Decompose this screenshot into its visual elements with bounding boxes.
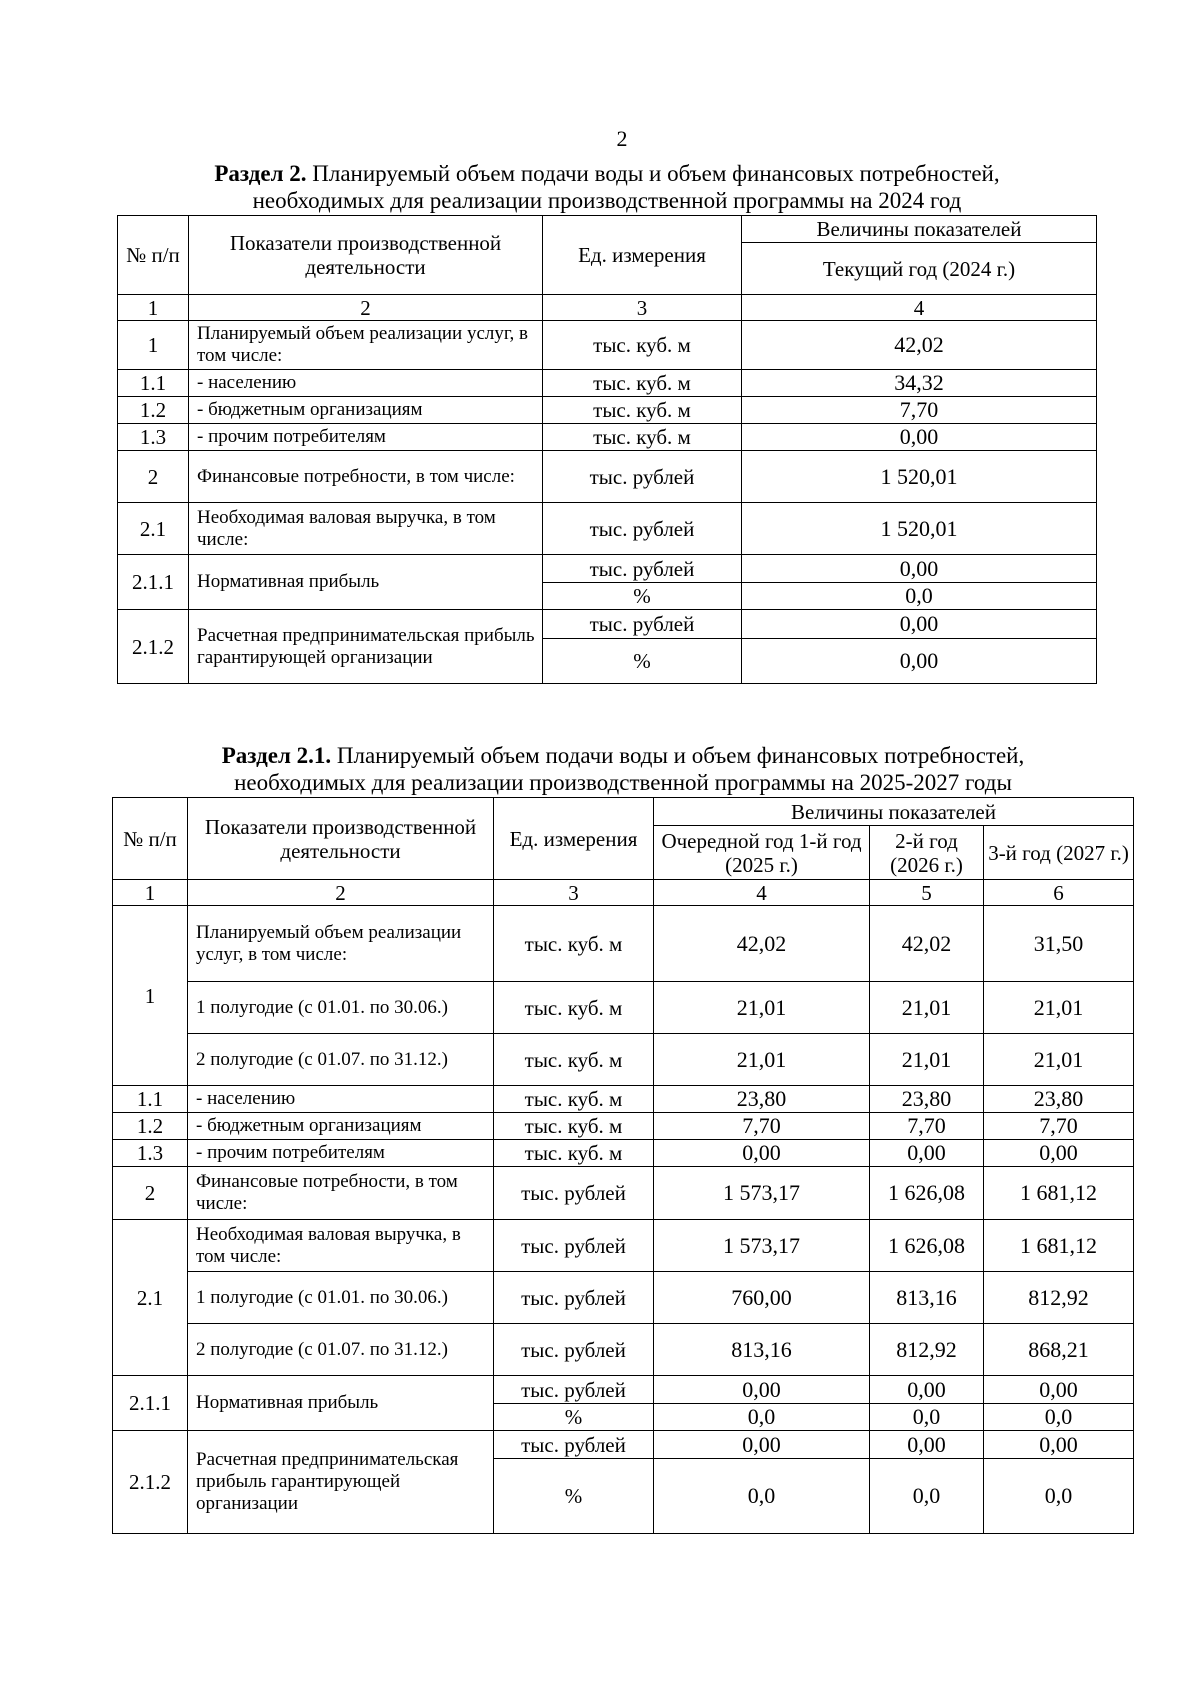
row-value-2027: 23,80 xyxy=(984,1086,1134,1113)
row-name: Необходимая валовая выручка, в том числе: xyxy=(188,1220,494,1272)
row-name: Финансовые потребности, в том числе: xyxy=(188,1167,494,1220)
row-value-2026: 0,0 xyxy=(870,1459,984,1534)
row-num: 2.1.2 xyxy=(118,610,189,684)
row-unit: тыс. куб. м xyxy=(494,906,654,982)
col-number: 3 xyxy=(494,880,654,906)
row-value: 34,32 xyxy=(742,370,1097,397)
row-name: - прочим потребителям xyxy=(188,1140,494,1167)
table-row xyxy=(118,424,1097,451)
row-unit: тыс. куб. м xyxy=(543,321,742,370)
row-unit: тыс. куб. м xyxy=(494,982,654,1034)
col-number: 4 xyxy=(654,880,870,906)
row-value-2027: 0,00 xyxy=(984,1376,1134,1404)
row-value: 0,00 xyxy=(742,555,1097,583)
table-row xyxy=(118,321,1097,370)
row-name: Нормативная прибыль xyxy=(188,1376,494,1431)
section-2-1-title xyxy=(113,742,1133,796)
row-unit: тыс. рублей xyxy=(543,503,742,555)
row-value-2026: 0,0 xyxy=(870,1404,984,1431)
table-row xyxy=(113,1220,1134,1272)
row-name: Финансовые потребности, в том числе: xyxy=(189,451,543,503)
row-unit: тыс. рублей xyxy=(543,451,742,503)
row-name: 1 полугодие (с 01.01. по 30.06.) xyxy=(188,1272,494,1324)
header-unit: Ед. измерения xyxy=(543,216,742,295)
row-name: Нормативная прибыль xyxy=(189,555,543,610)
row-value-2027: 7,70 xyxy=(984,1113,1134,1140)
table-row xyxy=(113,906,1134,982)
col-number: 2 xyxy=(189,295,543,321)
header-year-3: 3-й год (2027 г.) xyxy=(984,826,1134,880)
row-unit: тыс. куб. м xyxy=(543,424,742,451)
col-number: 4 xyxy=(742,295,1097,321)
row-unit: % xyxy=(494,1404,654,1431)
table-row xyxy=(118,451,1097,503)
table-row xyxy=(113,1431,1134,1459)
section-2-1-title-bold: Раздел 2.1. xyxy=(221,743,332,768)
row-value-2026: 7,70 xyxy=(870,1113,984,1140)
row-value-2026: 21,01 xyxy=(870,1034,984,1086)
row-value-2025: 760,00 xyxy=(654,1272,870,1324)
row-value-2026: 0,00 xyxy=(870,1140,984,1167)
header-num: № п/п xyxy=(118,216,189,295)
row-num: 2.1.1 xyxy=(113,1376,188,1431)
table-row xyxy=(113,1140,1134,1167)
section-2-1-title-line1: Планируемый объем подачи воды и объем финансовых потребностей, xyxy=(331,743,1025,768)
row-unit: тыс. рублей xyxy=(494,1272,654,1324)
row-value-2025: 0,00 xyxy=(654,1140,870,1167)
row-name: - прочим потребителям xyxy=(189,424,543,451)
row-num: 1 xyxy=(113,906,188,1086)
row-value-2026: 23,80 xyxy=(870,1086,984,1113)
row-value-2027: 0,0 xyxy=(984,1459,1134,1534)
row-num: 1.3 xyxy=(113,1140,188,1167)
row-num: 1.2 xyxy=(118,397,189,424)
row-value-2025: 813,16 xyxy=(654,1324,870,1376)
row-unit: % xyxy=(494,1459,654,1534)
row-unit: тыс. куб. м xyxy=(494,1140,654,1167)
header-indicator: Показатели производственной деятельности xyxy=(189,216,543,295)
table-row xyxy=(118,503,1097,555)
table-row xyxy=(113,1376,1134,1404)
col-number: 1 xyxy=(113,880,188,906)
row-num: 1.3 xyxy=(118,424,189,451)
row-name: Необходимая валовая выручка, в том числе: xyxy=(189,503,543,555)
row-num: 2.1.1 xyxy=(118,555,189,610)
row-value-2025: 0,0 xyxy=(654,1459,870,1534)
header-indicator: Показатели производственной деятельности xyxy=(188,798,494,880)
row-name: - бюджетным организациям xyxy=(189,397,543,424)
row-unit: тыс. куб. м xyxy=(494,1034,654,1086)
row-unit: тыс. куб. м xyxy=(543,370,742,397)
row-unit: тыс. рублей xyxy=(543,555,742,583)
col-number: 6 xyxy=(984,880,1134,906)
section-2-title-bold: Раздел 2. xyxy=(214,161,307,186)
row-value-2027: 0,0 xyxy=(984,1404,1134,1431)
table-row xyxy=(113,1086,1134,1113)
section-2-title-line1: Планируемый объем подачи воды и объем финансовых потребностей, xyxy=(306,161,1000,186)
row-value-2025: 42,02 xyxy=(654,906,870,982)
row-value-2026: 813,16 xyxy=(870,1272,984,1324)
row-unit: тыс. куб. м xyxy=(494,1113,654,1140)
row-value-2025: 0,0 xyxy=(654,1404,870,1431)
row-unit: тыс. рублей xyxy=(494,1167,654,1220)
row-name: - населению xyxy=(189,370,543,397)
section-2-1-table xyxy=(112,797,1134,1534)
row-value-2026: 1 626,08 xyxy=(870,1167,984,1220)
row-name: 2 полугодие (с 01.07. по 31.12.) xyxy=(188,1034,494,1086)
row-value-2026: 42,02 xyxy=(870,906,984,982)
row-value-2027: 21,01 xyxy=(984,1034,1134,1086)
row-name: 2 полугодие (с 01.07. по 31.12.) xyxy=(188,1324,494,1376)
row-value-2026: 0,00 xyxy=(870,1376,984,1404)
row-value-2027: 21,01 xyxy=(984,982,1134,1034)
row-value: 0,00 xyxy=(742,424,1097,451)
row-name: Расчетная предпринимательская прибыль гарантирующей организации xyxy=(189,610,543,684)
row-value-2025: 7,70 xyxy=(654,1113,870,1140)
row-value-2027: 0,00 xyxy=(984,1140,1134,1167)
row-value: 1 520,01 xyxy=(742,503,1097,555)
row-value-2027: 0,00 xyxy=(984,1431,1134,1459)
table-row xyxy=(118,610,1097,639)
row-unit: % xyxy=(543,639,742,684)
row-unit: тыс. куб. м xyxy=(494,1086,654,1113)
table-row xyxy=(113,982,1134,1034)
row-num: 1 xyxy=(118,321,189,370)
table-row xyxy=(113,1324,1134,1376)
row-num: 2 xyxy=(113,1167,188,1220)
row-unit: тыс. рублей xyxy=(494,1431,654,1459)
row-name: Планируемый объем реализации услуг, в том числе: xyxy=(188,906,494,982)
row-num: 2 xyxy=(118,451,189,503)
row-unit: тыс. рублей xyxy=(494,1220,654,1272)
page-number: 2 xyxy=(616,126,628,151)
header-values-group: Величины показателей xyxy=(742,216,1097,243)
row-name: - бюджетным организациям xyxy=(188,1113,494,1140)
row-value: 1 520,01 xyxy=(742,451,1097,503)
header-unit: Ед. измерения xyxy=(494,798,654,880)
row-value-2027: 812,92 xyxy=(984,1272,1134,1324)
header-year-1: Очередной год 1-й год (2025 г.) xyxy=(654,826,870,880)
table-row xyxy=(118,370,1097,397)
row-num: 2.1 xyxy=(118,503,189,555)
row-value-2025: 23,80 xyxy=(654,1086,870,1113)
row-value-2027: 868,21 xyxy=(984,1324,1134,1376)
section-2-title xyxy=(117,160,1097,214)
row-name: Планируемый объем реализации услуг, в том числе: xyxy=(189,321,543,370)
section-2-table xyxy=(117,215,1097,684)
header-num: № п/п xyxy=(113,798,188,880)
row-value: 42,02 xyxy=(742,321,1097,370)
header-values-group: Величины показателей xyxy=(654,798,1134,826)
row-name: Расчетная предпринимательская прибыль гарантирующей организации xyxy=(188,1431,494,1534)
row-value: 0,0 xyxy=(742,583,1097,610)
table-row xyxy=(113,1272,1134,1324)
table-row xyxy=(113,1167,1134,1220)
row-value-2026: 0,00 xyxy=(870,1431,984,1459)
row-value: 0,00 xyxy=(742,639,1097,684)
row-value-2025: 21,01 xyxy=(654,982,870,1034)
row-num: 1.2 xyxy=(113,1113,188,1140)
row-name: - населению xyxy=(188,1086,494,1113)
row-value-2027: 1 681,12 xyxy=(984,1167,1134,1220)
row-value-2025: 21,01 xyxy=(654,1034,870,1086)
table-row xyxy=(113,1113,1134,1140)
row-value: 7,70 xyxy=(742,397,1097,424)
table-row xyxy=(118,397,1097,424)
header-year-2: 2-й год (2026 г.) xyxy=(870,826,984,880)
header-current-year: Текущий год (2024 г.) xyxy=(742,243,1097,295)
row-unit: тыс. рублей xyxy=(494,1376,654,1404)
row-num: 1.1 xyxy=(113,1086,188,1113)
row-num: 2.1.2 xyxy=(113,1431,188,1534)
row-value-2025: 0,00 xyxy=(654,1431,870,1459)
row-value-2027: 31,50 xyxy=(984,906,1134,982)
row-value-2027: 1 681,12 xyxy=(984,1220,1134,1272)
row-value-2025: 1 573,17 xyxy=(654,1167,870,1220)
section-2-title-line2: необходимых для реализации производственной программы на 2024 год xyxy=(252,188,962,213)
table-row xyxy=(118,555,1097,583)
col-number: 1 xyxy=(118,295,189,321)
row-value-2026: 812,92 xyxy=(870,1324,984,1376)
col-number: 2 xyxy=(188,880,494,906)
col-number: 5 xyxy=(870,880,984,906)
row-unit: % xyxy=(543,583,742,610)
row-unit: тыс. рублей xyxy=(543,610,742,639)
row-unit: тыс. рублей xyxy=(494,1324,654,1376)
row-value-2026: 1 626,08 xyxy=(870,1220,984,1272)
row-name: 1 полугодие (с 01.01. по 30.06.) xyxy=(188,982,494,1034)
row-value: 0,00 xyxy=(742,610,1097,639)
row-value-2025: 1 573,17 xyxy=(654,1220,870,1272)
table-row xyxy=(113,1034,1134,1086)
row-value-2025: 0,00 xyxy=(654,1376,870,1404)
row-value-2026: 21,01 xyxy=(870,982,984,1034)
row-num: 2.1 xyxy=(113,1220,188,1376)
row-num: 1.1 xyxy=(118,370,189,397)
section-2-1-title-line2: необходимых для реализации производственной программы на 2025-2027 годы xyxy=(234,770,1012,795)
row-unit: тыс. куб. м xyxy=(543,397,742,424)
col-number: 3 xyxy=(543,295,742,321)
